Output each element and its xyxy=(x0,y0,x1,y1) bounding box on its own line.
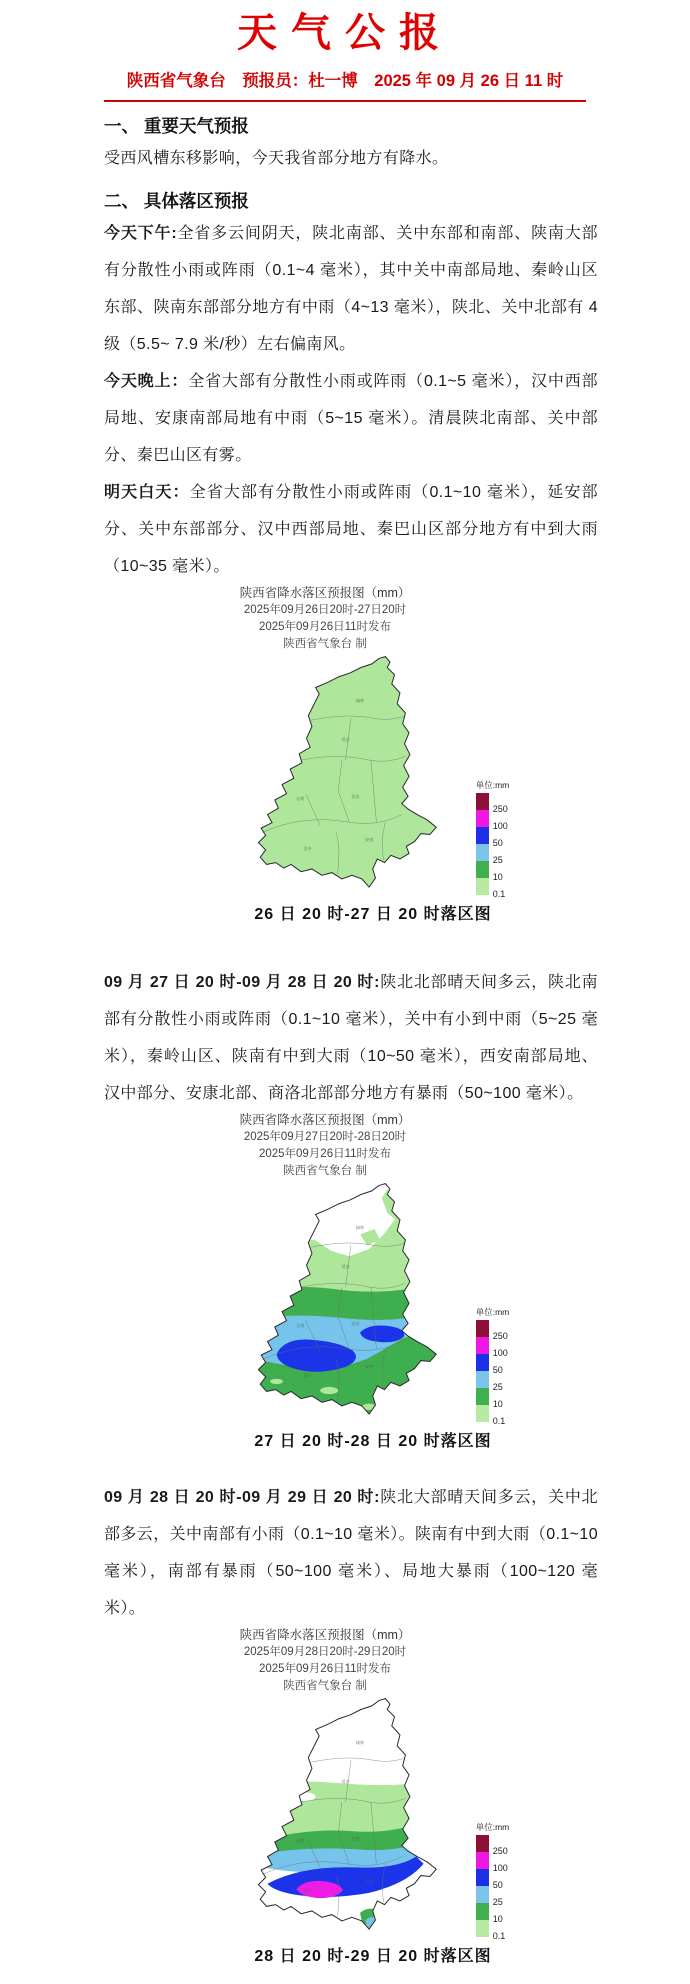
legend-swatch-0.1 xyxy=(476,1405,489,1422)
legend-label: 25 xyxy=(492,1897,503,1907)
map-issued: 2025年09月26日11时发布 xyxy=(258,1148,392,1160)
section-heading-important-weather: 一、 重要天气预报 xyxy=(104,116,249,136)
legend-label: 100 xyxy=(492,821,508,831)
legend-label: 10 xyxy=(492,1399,503,1409)
legend-color-bar xyxy=(476,1835,508,1941)
light-rain-spot xyxy=(320,1387,338,1394)
legend-unit-label: 单位:mm xyxy=(475,1822,510,1832)
precip-map-figure-day2 xyxy=(104,1112,598,1455)
map-producer: 陕西省气象台 制 xyxy=(283,1165,367,1177)
legend-label: 0.1 xyxy=(492,889,506,899)
map-issued: 2025年09月26日11时发布 xyxy=(258,1663,392,1675)
forecast-28th-29th xyxy=(104,1479,598,1627)
precip-map-figure-day3 xyxy=(104,1627,598,1970)
shaanxi-precip-map-day2 xyxy=(251,1180,460,1425)
byline: 陕西省气象台 预报员：杜一博 2025 年 09 月 26 日 11 时 xyxy=(104,68,586,102)
forecast-text: 全省大部有分散性小雨或阵雨（0.1~5 毫米），汉中西部局地、安康南部局地有中雨（5~15 毫米）。清晨陕北南部、关中部分、秦巴山区有雾。 xyxy=(104,373,598,464)
forecast-lead: 明天白天： xyxy=(104,484,190,501)
legend-swatch-0.1 xyxy=(476,1920,489,1937)
legend-label: 25 xyxy=(492,855,503,865)
map-caption: 26 日 20 时-27 日 20 时落区图 xyxy=(254,906,492,923)
map-period: 2025年09月27日20时-28日20时 xyxy=(243,1131,407,1143)
paragraph-overview xyxy=(104,140,598,177)
forecast-lead: 今天晚上： xyxy=(104,373,189,390)
legend-label: 100 xyxy=(492,1348,508,1358)
forecast-text: 陕北大部晴天间多云，关中北部多云，关中南部有小雨（0.1~10 毫米）。陕南有中到大雨（0.1~10 毫米），南部有暴雨（50~100 毫米）、局地大暴雨（100~120 毫米）。 xyxy=(104,1489,599,1617)
legend-swatch-50 xyxy=(476,1869,489,1886)
map-caption: 28 日 20 时-29 日 20 时落区图 xyxy=(254,1948,492,1965)
forecast-today-afternoon xyxy=(104,215,598,363)
legend-swatch-250 xyxy=(476,1835,489,1852)
forecast-27th-28th xyxy=(104,964,598,1112)
map-header xyxy=(105,1627,545,1695)
light-rain-spot xyxy=(270,1379,283,1384)
map-producer: 陕西省气象台 制 xyxy=(283,638,367,650)
map-legend xyxy=(475,1821,510,1941)
legend-swatch-100 xyxy=(476,1337,489,1354)
legend-unit-label: 单位:mm xyxy=(475,1307,510,1317)
forecast-text: 陕北北部晴天间多云，陕北南部有分散性小雨或阵雨（0.1~10 毫米），关中有小到中雨（5~25 毫米），秦岭山区、陕南有中到大雨（10~50 毫米），西安南部局地、汉中部分、安康北部、商洛北部部分地方有暴雨（50~100 毫米）。 xyxy=(104,974,599,1102)
no-rain-area xyxy=(251,1180,460,1256)
forecast-tomorrow-daytime xyxy=(104,474,598,585)
map-title: 陕西省降水落区预报图（mm） xyxy=(239,1628,411,1642)
legend-swatch-25 xyxy=(476,1886,489,1903)
legend-swatch-250 xyxy=(476,793,489,810)
overview-text: 受西风槽东移影响，今天我省部分地方有降水。 xyxy=(104,150,449,167)
map-header xyxy=(105,1112,545,1180)
map-period: 2025年09月28日20时-29日20时 xyxy=(243,1646,407,1658)
legend-label: 10 xyxy=(492,1914,503,1924)
map-figure-row xyxy=(104,1180,598,1425)
map-producer: 陕西省气象台 制 xyxy=(283,1680,367,1692)
legend-color-bar xyxy=(476,793,508,899)
forecast-lead: 09 月 27 日 20 时-09 月 28 日 20 时: xyxy=(104,974,380,991)
map-figure-row xyxy=(104,653,598,898)
legend-label: 50 xyxy=(492,838,503,848)
map-header xyxy=(105,585,545,653)
map-title: 陕西省降水落区预报图（mm） xyxy=(239,1113,411,1127)
legend-label: 250 xyxy=(492,1331,508,1341)
legend-label: 10 xyxy=(492,872,503,882)
forecast-text: 全省多云间阴天，陕北南部、关中东部和南部、陕南大部有分散性小雨或阵雨（0.1~4 毫米），其中关中南部局地、秦岭山区东部、陕南东部部分地方有中雨（4~13 毫米），陕北、关中北部有 4 级（5.5~ 7.9 米/秒）左右偏南风。 xyxy=(104,225,598,353)
legend-swatch-100 xyxy=(476,1852,489,1869)
document-body xyxy=(0,112,690,1984)
legend-swatch-10 xyxy=(476,861,489,878)
legend-swatch-0.1 xyxy=(476,878,489,895)
map-title: 陕西省降水落区预报图（mm） xyxy=(239,586,411,600)
map-issued: 2025年09月26日11时发布 xyxy=(258,621,392,633)
forecast-tonight xyxy=(104,363,598,474)
legend-label: 50 xyxy=(492,1880,503,1890)
page-title: 天气公报 xyxy=(237,11,453,55)
legend-swatch-50 xyxy=(476,827,489,844)
legend-swatch-25 xyxy=(476,1371,489,1388)
shaanxi-precip-map-day3 xyxy=(251,1695,460,1940)
legend-label: 0.1 xyxy=(492,1416,506,1426)
legend-swatch-10 xyxy=(476,1388,489,1405)
legend-swatch-100 xyxy=(476,810,489,827)
forecast-lead: 今天下午: xyxy=(104,225,178,242)
legend-label: 0.1 xyxy=(492,1931,506,1941)
legend-label: 25 xyxy=(492,1382,503,1392)
map-legend xyxy=(475,779,510,899)
map-legend xyxy=(475,1306,510,1426)
shaanxi-precip-map-day1 xyxy=(251,653,460,898)
legend-unit-label: 单位:mm xyxy=(475,780,510,790)
legend-color-bar xyxy=(476,1320,508,1426)
forecast-text: 全省大部有分散性小雨或阵雨（0.1~10 毫米），延安部分、关中东部部分、汉中西部局地、秦巴山区部分地方有中到大雨（10~35 毫米）。 xyxy=(104,484,598,575)
forecast-lead: 09 月 28 日 20 时-09 月 29 日 20 时: xyxy=(104,1489,380,1506)
no-rain-hole xyxy=(251,1825,276,1838)
map-period: 2025年09月26日20时-27日20时 xyxy=(243,604,407,616)
map-caption: 27 日 20 时-28 日 20 时落区图 xyxy=(254,1433,492,1450)
rain-tail-patch-blue xyxy=(365,1917,378,1931)
legend-swatch-10 xyxy=(476,1903,489,1920)
legend-label: 250 xyxy=(492,804,508,814)
legend-swatch-25 xyxy=(476,844,489,861)
precip-map-figure-day1 xyxy=(104,585,598,928)
rain-area-0.1-10mm xyxy=(258,657,436,887)
legend-label: 100 xyxy=(492,1863,508,1873)
section-heading-detailed-forecast: 二、 具体落区预报 xyxy=(104,191,249,211)
map-figure-row xyxy=(104,1695,598,1940)
legend-label: 250 xyxy=(492,1846,508,1856)
legend-swatch-50 xyxy=(476,1354,489,1371)
legend-swatch-250 xyxy=(476,1320,489,1337)
legend-label: 50 xyxy=(492,1365,503,1375)
